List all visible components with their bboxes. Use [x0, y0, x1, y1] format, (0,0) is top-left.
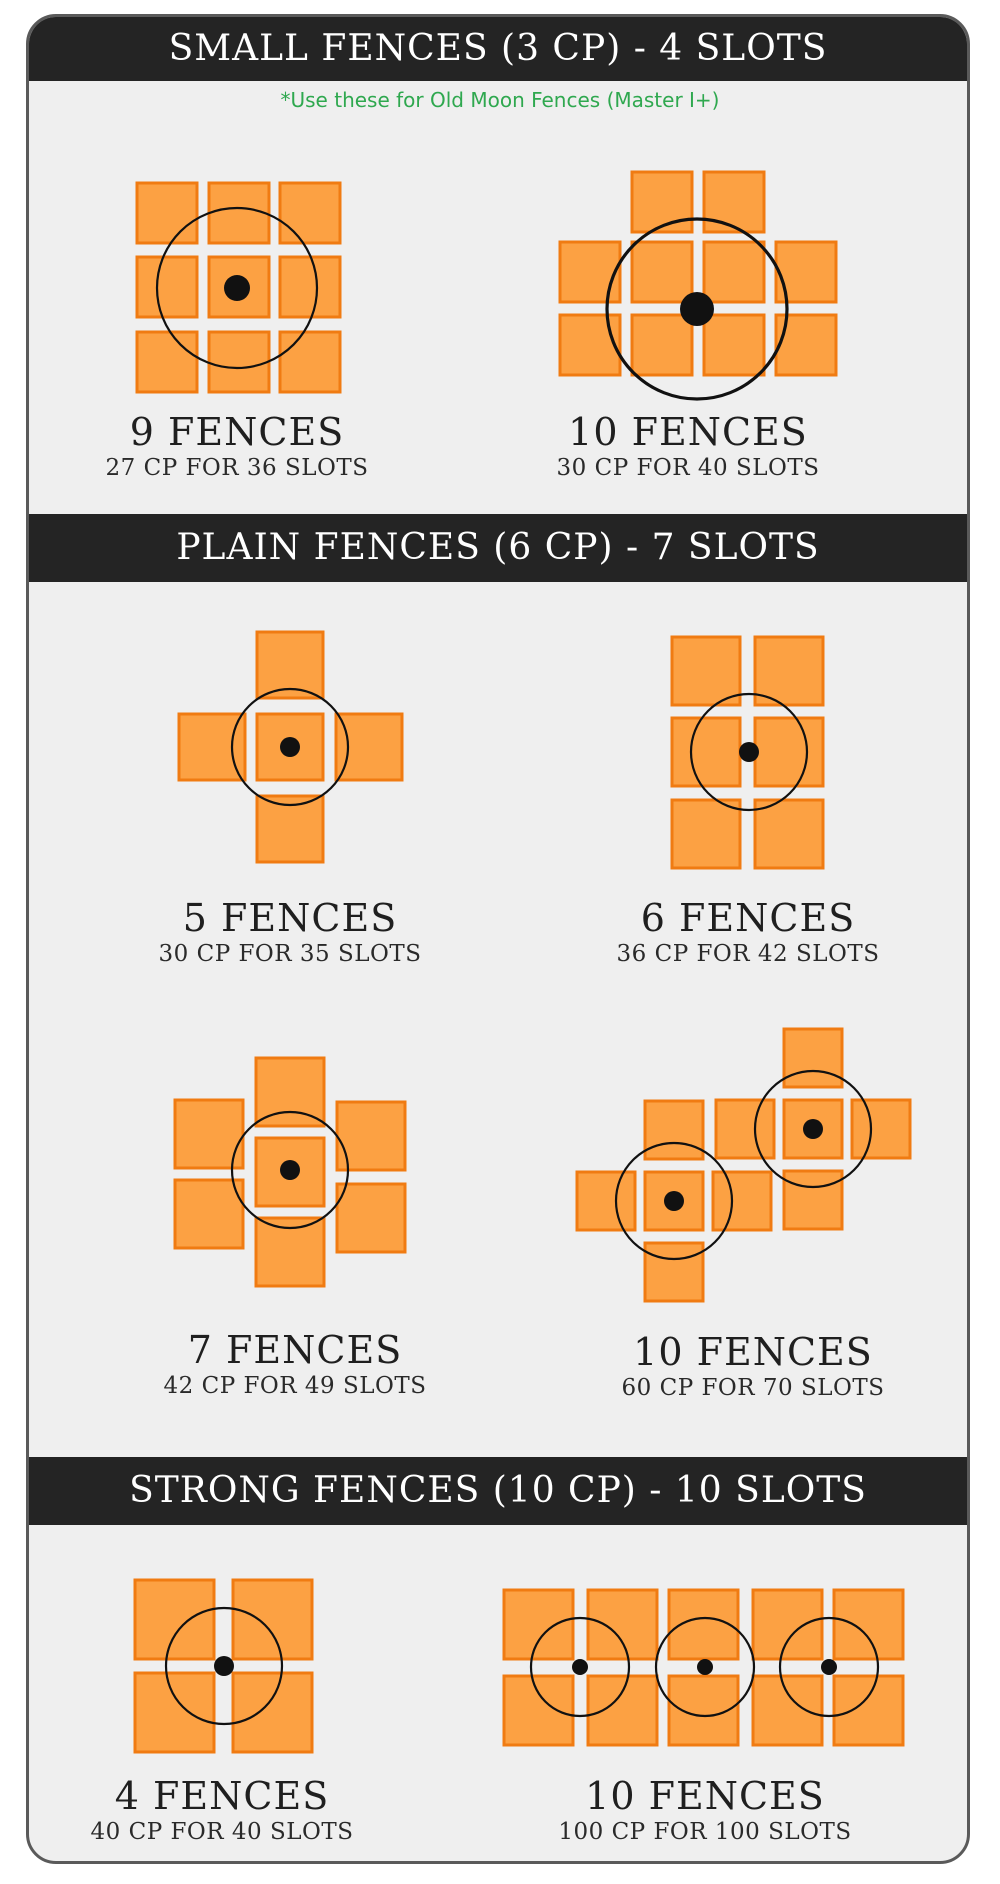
caption-cost: 40 CP FOR 40 SLOTS [90, 1818, 354, 1845]
fence-square [753, 1590, 822, 1659]
center-dot [224, 275, 250, 301]
fence-square [713, 1172, 771, 1230]
caption-plain-5 [140, 898, 440, 970]
layout-10-plain-fences [577, 1029, 910, 1301]
fence-square [645, 1101, 703, 1159]
fence-square [704, 172, 764, 232]
caption-cost: 36 CP FOR 42 SLOTS [616, 940, 880, 967]
caption-cost: 27 CP FOR 36 SLOTS [105, 454, 369, 481]
fence-square [632, 172, 692, 232]
fence-square [672, 800, 740, 868]
layout-4-strong-fences [135, 1580, 312, 1752]
strong-fences-title: STRONG FENCES (10 CP) - 10 SLOTS [129, 1470, 867, 1511]
layout-10-strong-fences [504, 1590, 903, 1745]
fence-square [704, 242, 764, 302]
layout-5-plain-fences [179, 632, 402, 862]
caption-cost: 30 CP FOR 35 SLOTS [158, 940, 422, 967]
layout-7-plain-fences [175, 1058, 405, 1286]
caption-plain-6 [598, 898, 898, 970]
fence-square [784, 1029, 842, 1087]
fence-square [588, 1590, 657, 1659]
fence-square [632, 315, 692, 375]
fence-square [504, 1676, 573, 1745]
fence-square [209, 183, 269, 243]
fence-square [704, 315, 764, 375]
fence-square [135, 1580, 214, 1659]
fence-square [504, 1590, 573, 1659]
center-dot [680, 292, 714, 326]
center-dot [739, 742, 759, 762]
fence-square [755, 637, 823, 705]
fence-square [577, 1172, 635, 1230]
fence-square [137, 257, 197, 317]
fence-square [233, 1673, 312, 1752]
fence-square [337, 1184, 405, 1252]
caption-title: 5 FENCES [182, 896, 398, 940]
fence-square [672, 718, 740, 786]
fence-square [137, 332, 197, 392]
old-moon-note: *Use these for Old Moon Fences (Master I+) [280, 88, 720, 112]
center-dot [214, 1656, 234, 1676]
layout-6-plain-fences [672, 637, 823, 868]
caption-title: 7 FENCES [187, 1328, 403, 1372]
center-dot [280, 1160, 300, 1180]
fence-square [209, 332, 269, 392]
caption-cost: 100 CP FOR 100 SLOTS [558, 1818, 852, 1845]
center-dot [664, 1191, 684, 1211]
center-dot [697, 1659, 713, 1675]
fence-square [834, 1676, 903, 1745]
center-dot [821, 1659, 837, 1675]
caption-strong-4 [72, 1776, 372, 1848]
caption-small-9 [87, 412, 387, 484]
center-dot [803, 1119, 823, 1139]
fence-square [645, 1243, 703, 1301]
caption-strong-10 [540, 1776, 870, 1848]
fence-square [755, 718, 823, 786]
caption-cost: 42 CP FOR 49 SLOTS [163, 1372, 427, 1399]
fence-square [256, 1058, 324, 1126]
plain-fences-title: PLAIN FENCES (6 CP) - 7 SLOTS [176, 527, 820, 568]
fence-square [834, 1590, 903, 1659]
fence-square [336, 714, 402, 780]
fence-square [852, 1100, 910, 1158]
fence-square [588, 1676, 657, 1745]
layout-10-small-fences [560, 172, 836, 399]
fence-square [233, 1580, 312, 1659]
caption-title: 10 FENCES [633, 1330, 873, 1374]
fence-square [784, 1171, 842, 1229]
caption-cost: 30 CP FOR 40 SLOTS [556, 454, 820, 481]
fence-square [560, 242, 620, 302]
fence-square [280, 257, 340, 317]
caption-plain-10 [603, 1332, 903, 1404]
caption-plain-7 [145, 1330, 445, 1402]
fence-square [753, 1676, 822, 1745]
caption-title: 4 FENCES [114, 1774, 330, 1818]
center-dot [572, 1659, 588, 1675]
caption-title: 10 FENCES [585, 1774, 825, 1818]
fence-square [175, 1180, 243, 1248]
caption-cost: 60 CP FOR 70 SLOTS [621, 1374, 885, 1401]
fence-square [560, 315, 620, 375]
caption-title: 9 FENCES [129, 410, 345, 454]
fence-square [280, 332, 340, 392]
caption-title: 6 FENCES [640, 896, 856, 940]
fence-square [137, 183, 197, 243]
layout-9-small-fences [137, 183, 340, 392]
fence-square [632, 242, 692, 302]
fence-square [135, 1673, 214, 1752]
fence-square [280, 183, 340, 243]
fence-square [672, 637, 740, 705]
caption-title: 10 FENCES [568, 410, 808, 454]
fence-square [755, 800, 823, 868]
fence-square [716, 1100, 774, 1158]
center-dot [280, 737, 300, 757]
caption-small-10 [538, 412, 838, 484]
small-fences-title: SMALL FENCES (3 CP) - 4 SLOTS [168, 28, 828, 69]
fence-square [179, 714, 245, 780]
